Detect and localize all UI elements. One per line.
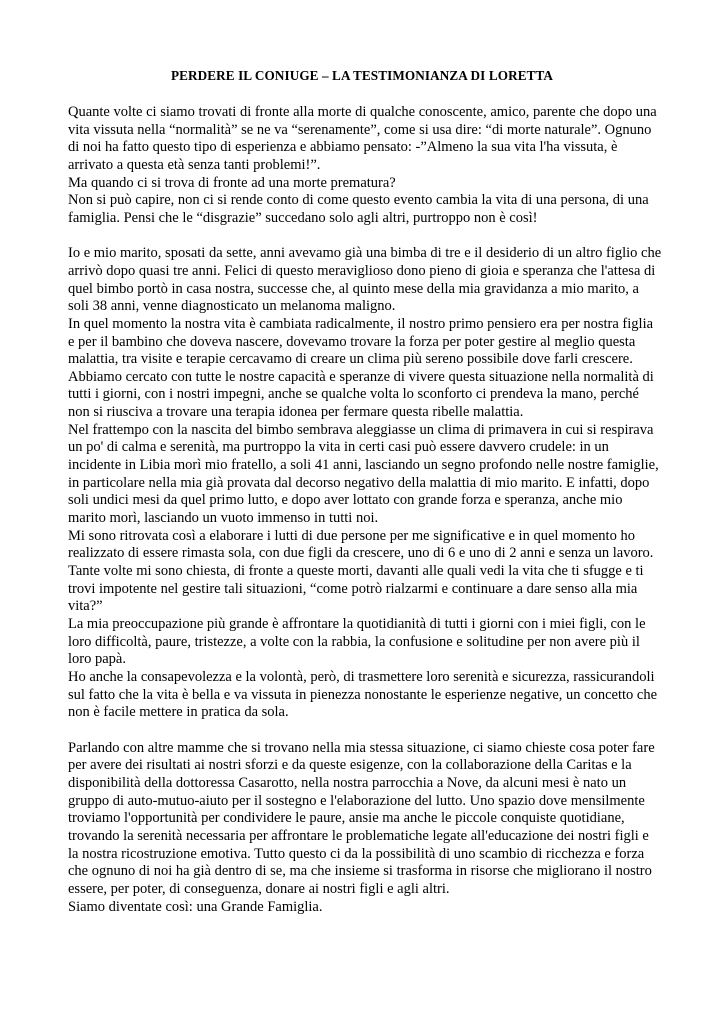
document-body — [68, 104, 662, 916]
paragraph-8: Mi sono ritrovata così a elaborare i lutti di due persone per me significative e in quel momento ho realizzato di essere rimasta sola, con due figli da crescere, uno di 6 e uno di 2 anni e senza un lavoro. — [68, 527, 654, 562]
paragraph-11: Ho anche la consapevolezza e la volontà, però, di trasmettere loro serenità e sicurezza, rassicurandoli sul fatto che la vita è bella e va vissuta in pienezza nonostante le esperienze negative, un concetto che non è facile mettere in pratica da sola. — [68, 668, 658, 721]
paragraph-13: Siamo diventate così: una Grande Famiglia. — [68, 898, 323, 915]
paragraph-6: Abbiamo cercato con tutte le nostre capacità e speranze di vivere questa situazione nella normalità di tutti i giorni, con i nostri impegni, anche se qualche volta lo sconforto ci prendeva la mano, perché non si riusciva a trovare una terapia idonea per fermare questa ribelle malattia. — [68, 368, 654, 421]
document-title: PERDERE IL CONIUGE – LA TESTIMONIANZA DI LORETTA — [170, 68, 554, 83]
paragraph-10: La mia preoccupazione più grande è affrontare la quotidianità di tutti i giorni con i miei figli, con le loro difficoltà, paure, tristezze, a volte con la rabbia, la confusione e solitudine per non avere più il loro papà. — [68, 616, 646, 668]
paragraph-2: Ma quando ci si trova di fronte ad una morte prematura? — [68, 174, 396, 191]
paragraph-3: Non si può capire, non ci si rende conto di come questo evento cambia la vita di una persona, di una famiglia. Pensi che le “disgrazie” succedano solo agli altri, purtroppo non è così! — [68, 192, 649, 226]
paragraph-1: Quante volte ci siamo trovati di fronte alla morte di qualche conoscente, amico, parente che dopo una vita vissuta nella “normalità” se ne va “serenamente”, come si usa dire: “di morte naturale”. Ognuno di noi ha fatto questo tipo di esperienza e abbiamo pensato: -”Almeno la sua vita l'ha vissuta, è arrivato a questa età senza tanti problemi!”. — [68, 104, 657, 173]
paragraph-5: In quel momento la nostra vita è cambiata radicalmente, il nostro primo pensiero era per nostra figlia e per il bambino che doveva nascere, dovevamo trovare la forza per poter gestire al meglio questa malattia, tra visite e terapie cercavamo di creare un clima più sereno possibile dove farli crescere. — [68, 315, 654, 368]
paragraph-spacer — [68, 722, 662, 740]
paragraph-spacer — [68, 228, 662, 246]
paragraph-7: Nel frattempo con la nascita del bimbo sembrava aleggiasse un clima di primavera in cui si respirava un po' di calma e serenità, ma purtroppo la vita in certi casi può essere davvero crudele: in un incidente in Libia morì mio fratello, a soli 41 anni, lasciando un segno profondo nelle nostre famiglie, in particolare nella mia già provata dal decorso negativo della malattia di mio marito. E infatti, dopo soli undici mesi da quel primo lutto, e dopo aver lottato con grande forza e speranza, anche mio marito morì, lasciando un vuoto immenso in tutti noi. — [68, 421, 659, 527]
paragraph-4: Io e mio marito, sposati da sette, anni avevamo già una bimba di tre e il desiderio di un altro figlio che arrivò dopo quasi tre anni. Felici di questo meraviglioso dono pieno di gioia e speranza che l'attesa di quel bimbo portò in casa nostra, successe che, al quinto mese della mia gravidanza a mio marito, a soli 38 anni, venne diagnosticato un melanoma maligno. — [68, 245, 662, 315]
paragraph-9: Tante volte mi sono chiesta, di fronte a queste morti, davanti alle quali vedi la vita che ti sfugge e ti trovi impotente nel gestire tali situazioni, “come potrò rialzarmi e continuare a dare senso alla mia vita?” — [68, 563, 644, 615]
paragraph-12: Parlando con altre mamme che si trovano nella mia stessa situazione, ci siamo chieste cosa poter fare per avere dei risultati ai nostri sforzi e da queste esigenze, con la collaborazione della Caritas e la disponibilità della dottoressa Casarotto, nella nostra parrocchia a Nove, da alcuni mesi è nato un gruppo di auto-mutuo-aiuto per il sostegno e l'elaborazione del lutto. Uno spazio dove mensilmente troviamo l'opportunità per condividere le paure, ansie ma anche le piccole conquiste quotidiane, trovando la serenità necessaria per affrontare le problematiche legate all'educazione dei nostri figli e la nostra ricostruzione emotiva. Tutto questo ci da la possibilità di uno scambio di ricchezza e forza che ognuno di noi ha già dentro di se, ma che insieme si trasforma in risorse che migliorano il nostro essere, per poter, di conseguenza, donare ai nostri figli e agli altri. — [68, 739, 655, 897]
